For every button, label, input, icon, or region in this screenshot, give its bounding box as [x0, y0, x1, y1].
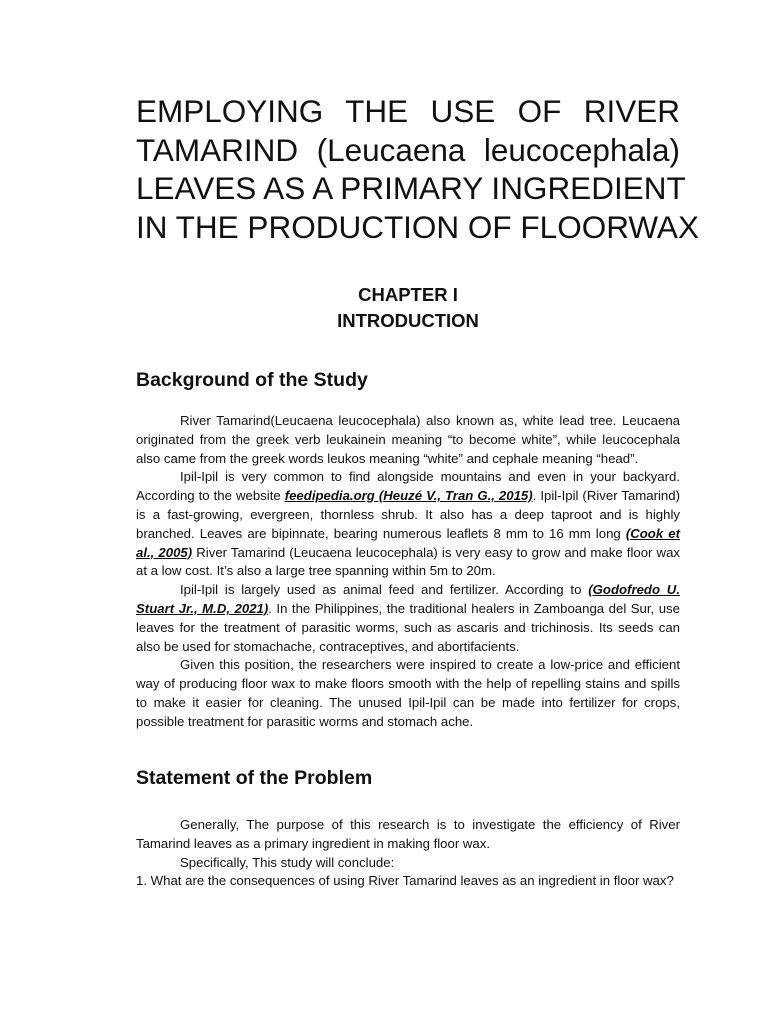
problem-heading: Statement of the Problem: [136, 767, 373, 789]
background-paragraph-2: [136, 468, 680, 581]
background-heading: Background of the Study: [136, 369, 368, 391]
title-line-3: LEAVES AS A PRIMARY INGREDIENT: [136, 170, 686, 206]
background-paragraph-1: River Tamarind(Leucaena leucocephala) also known as, white lead tree. Leucaena originated from the greek verb leukainein meaning “to become white”, while leucocephala also came from the greek words leukos meaning “white” and cephale meaning “head”.: [136, 413, 680, 466]
bg-p2-text-a: Ipil-Ipil is very common to find alongside mountains and even in your backyard. According to the website: [136, 469, 680, 504]
bg-p2-text-c: River Tamarind (Leucaena leucocephala) is very easy to grow and make floor wax at a low cost. It’s also a large tree spanning within 5m to 20m.: [136, 544, 681, 579]
title-line-1: EMPLOYING THE USE OF RIVER: [136, 93, 680, 129]
background-section: [136, 412, 680, 732]
citation-feedipedia[interactable]: feedipedia.org (Heuzé V., Tran G., 2015): [284, 488, 533, 504]
bg-p3-text-b: . In the Philippines, the traditional healers in Zamboanga del Sur, use leaves for the treatment of parasitic worms, such as ascaris and trichinosis. Its seeds can also be used for stomachache, contraceptives, and abortifacients.: [136, 600, 680, 654]
problem-section: [136, 816, 680, 891]
document-page: [136, 92, 699, 334]
problem-item-1: 1. What are the consequences of using River Tamarind leaves as an ingredient in floor wax?: [136, 873, 674, 889]
chapter-name: INTRODUCTION: [337, 310, 479, 331]
title-line-4: IN THE PRODUCTION OF FLOORWAX: [136, 208, 699, 245]
problem-paragraph-1: Generally, The purpose of this research is to investigate the efficiency of River Tamarind leaves as a primary ingredient in making floor wax.: [136, 817, 680, 851]
problem-paragraph-2: Specifically, This study will conclude:: [180, 854, 395, 870]
title-line-2-a: TAMARIND: [136, 131, 299, 168]
citation-stuart[interactable]: (Godofredo U. Stuart Jr., M.D, 2021): [136, 582, 680, 616]
bg-p3-text-a: Ipil-Ipil is largely used as animal feed and fertilizer. According to: [180, 582, 589, 598]
bg-p2-text-b: . Ipil-Ipil (River Tamarind) is a fast-growing, evergreen, thornless shrub. It also has a deep taproot and is highly branched. Leaves are bipinnate, bearing numerous leaflets 8 mm to 16 mm long: [136, 488, 680, 541]
chapter-heading: [136, 282, 680, 334]
document-title: [136, 92, 699, 246]
title-line-2-b: (Leucaena leucocephala): [316, 131, 680, 168]
citation-cook[interactable]: (Cook et al., 2005): [136, 525, 680, 560]
background-paragraph-4: Given this position, the researchers were inspired to create a low-price and efficient way of producing floor wax to make floors smooth with the help of repelling stains and spills to make it easier for cleaning. The unused Ipil-Ipil can be made into fertilizer for crops, possible treatment for parasitic worms and stomach ache.: [136, 657, 680, 729]
title-line-2: [136, 131, 680, 170]
chapter-number: CHAPTER I: [358, 284, 458, 305]
background-paragraph-3: [136, 581, 680, 656]
